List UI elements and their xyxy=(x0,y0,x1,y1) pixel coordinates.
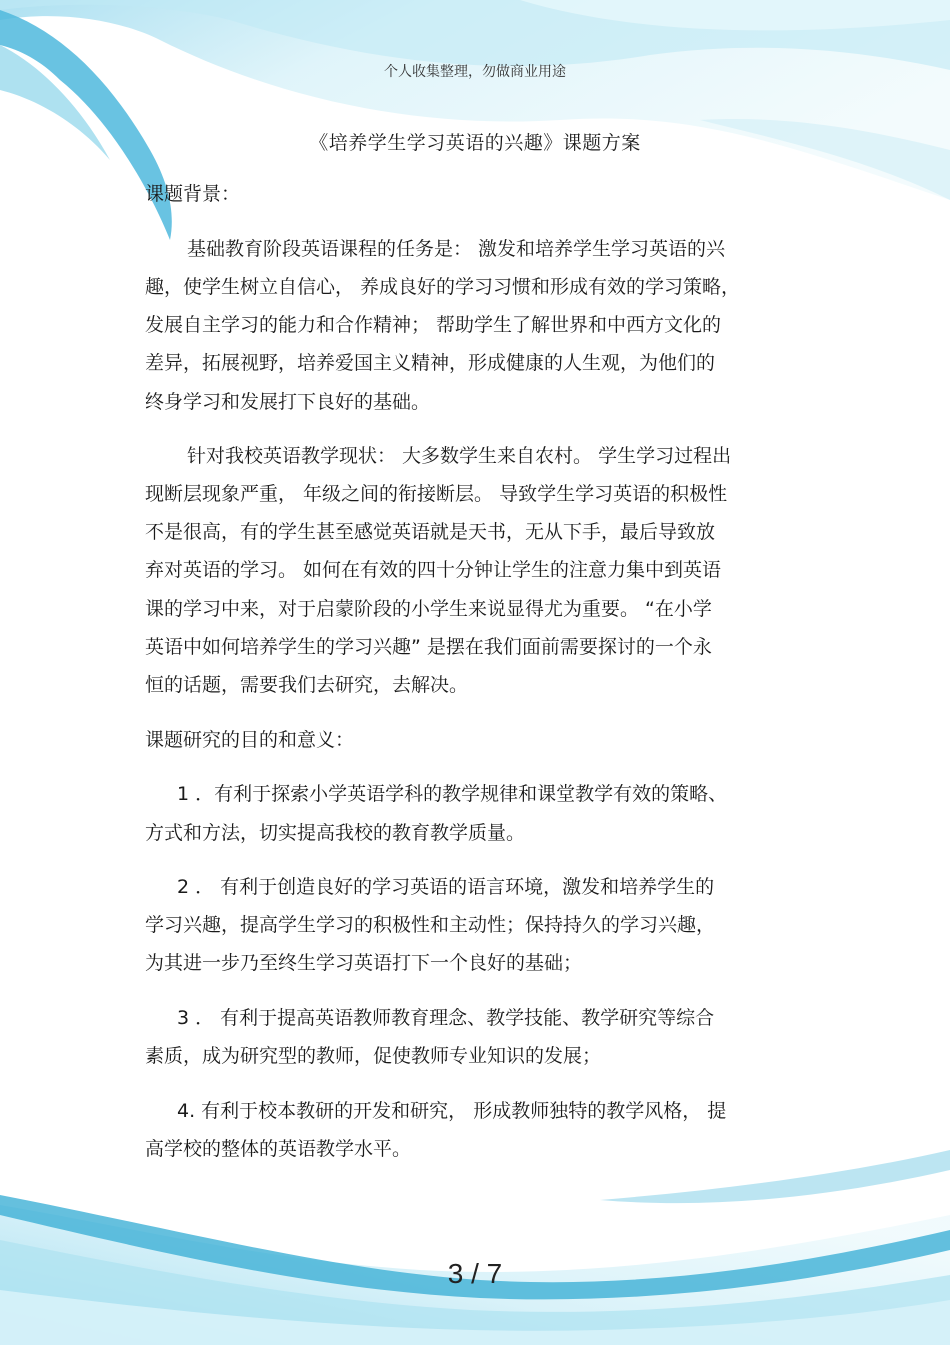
paragraph-line: 针对我校英语教学现状： 大多数学生来自农村。 学生学习过程出 xyxy=(187,445,732,467)
page-number: 3 / 7 xyxy=(447,1258,503,1289)
list-item-line: 1 ．有利于探索小学英语学科的教学规律和课堂教学有效的策略、 xyxy=(177,783,728,805)
paragraph-line: 弃对英语的学习。 如何在有效的四十分钟让学生的注意力集中到英语 xyxy=(145,559,722,581)
list-item-line: 素质，成为研究型的教师，促使教师专业知识的发展； xyxy=(145,1045,602,1067)
list-item-line: 高学校的整体的英语教学水平。 xyxy=(145,1138,412,1160)
list-item-line: 3 ． 有利于提高英语教师教育理念、教学技能、教学研究等综合 xyxy=(177,1007,715,1029)
paragraph-line: 终身学习和发展打下良好的基础。 xyxy=(145,391,431,413)
paragraph-line: 课的学习中来，对于启蒙阶段的小学生来说显得尤为重要。 “在小学 xyxy=(145,598,712,620)
paragraph-line: 基础教育阶段英语课程的任务是： 激发和培养学生学习英语的兴 xyxy=(187,238,726,260)
list-item-line: 学习兴趣，提高学生学习的积极性和主动性；保持持久的学习兴趣， xyxy=(145,914,716,936)
paragraph-line: 现断层现象严重， 年级之间的衔接断层。 导致学生学习英语的积极性 xyxy=(145,483,728,505)
paragraph-line: 恒的话题，需要我们去研究，去解决。 xyxy=(145,674,469,696)
header-note: 个人收集整理，勿做商业用途 xyxy=(384,64,566,80)
list-item-line: 方式和方法，切实提高我校的教育教学质量。 xyxy=(145,822,526,844)
paragraph-line: 发展自主学习的能力和合作精神； 帮助学生了解世界和中西方文化的 xyxy=(145,314,722,336)
paragraph-line: 不是很高，有的学生甚至感觉英语就是天书，无从下手，最后导致放 xyxy=(145,521,716,543)
list-item-line: 为其进一步乃至终生学习英语打下一个良好的基础； xyxy=(145,952,583,974)
paragraph-line: 差异，拓展视野，培养爱国主义精神，形成健康的人生观，为他们的 xyxy=(145,352,716,374)
list-item-line: 4. 有利于校本教研的开发和研究， 形成教师独特的教学风格， 提 xyxy=(177,1100,727,1122)
section-heading-background: 课题背景： xyxy=(145,183,241,205)
document-title: 《培养学生学习英语的兴趣》课题方案 xyxy=(309,132,641,154)
list-item-line: 2 ． 有利于创造良好的学习英语的语言环境，激发和培养学生的 xyxy=(177,876,715,898)
paragraph-line: 英语中如何培养学生的学习兴趣” 是摆在我们面前需要探讨的一个永 xyxy=(145,636,712,658)
section-heading-purpose: 课题研究的目的和意义： xyxy=(145,729,355,751)
paragraph-line: 趣，使学生树立自信心， 养成良好的学习习惯和形成有效的学习策略， xyxy=(145,276,741,298)
